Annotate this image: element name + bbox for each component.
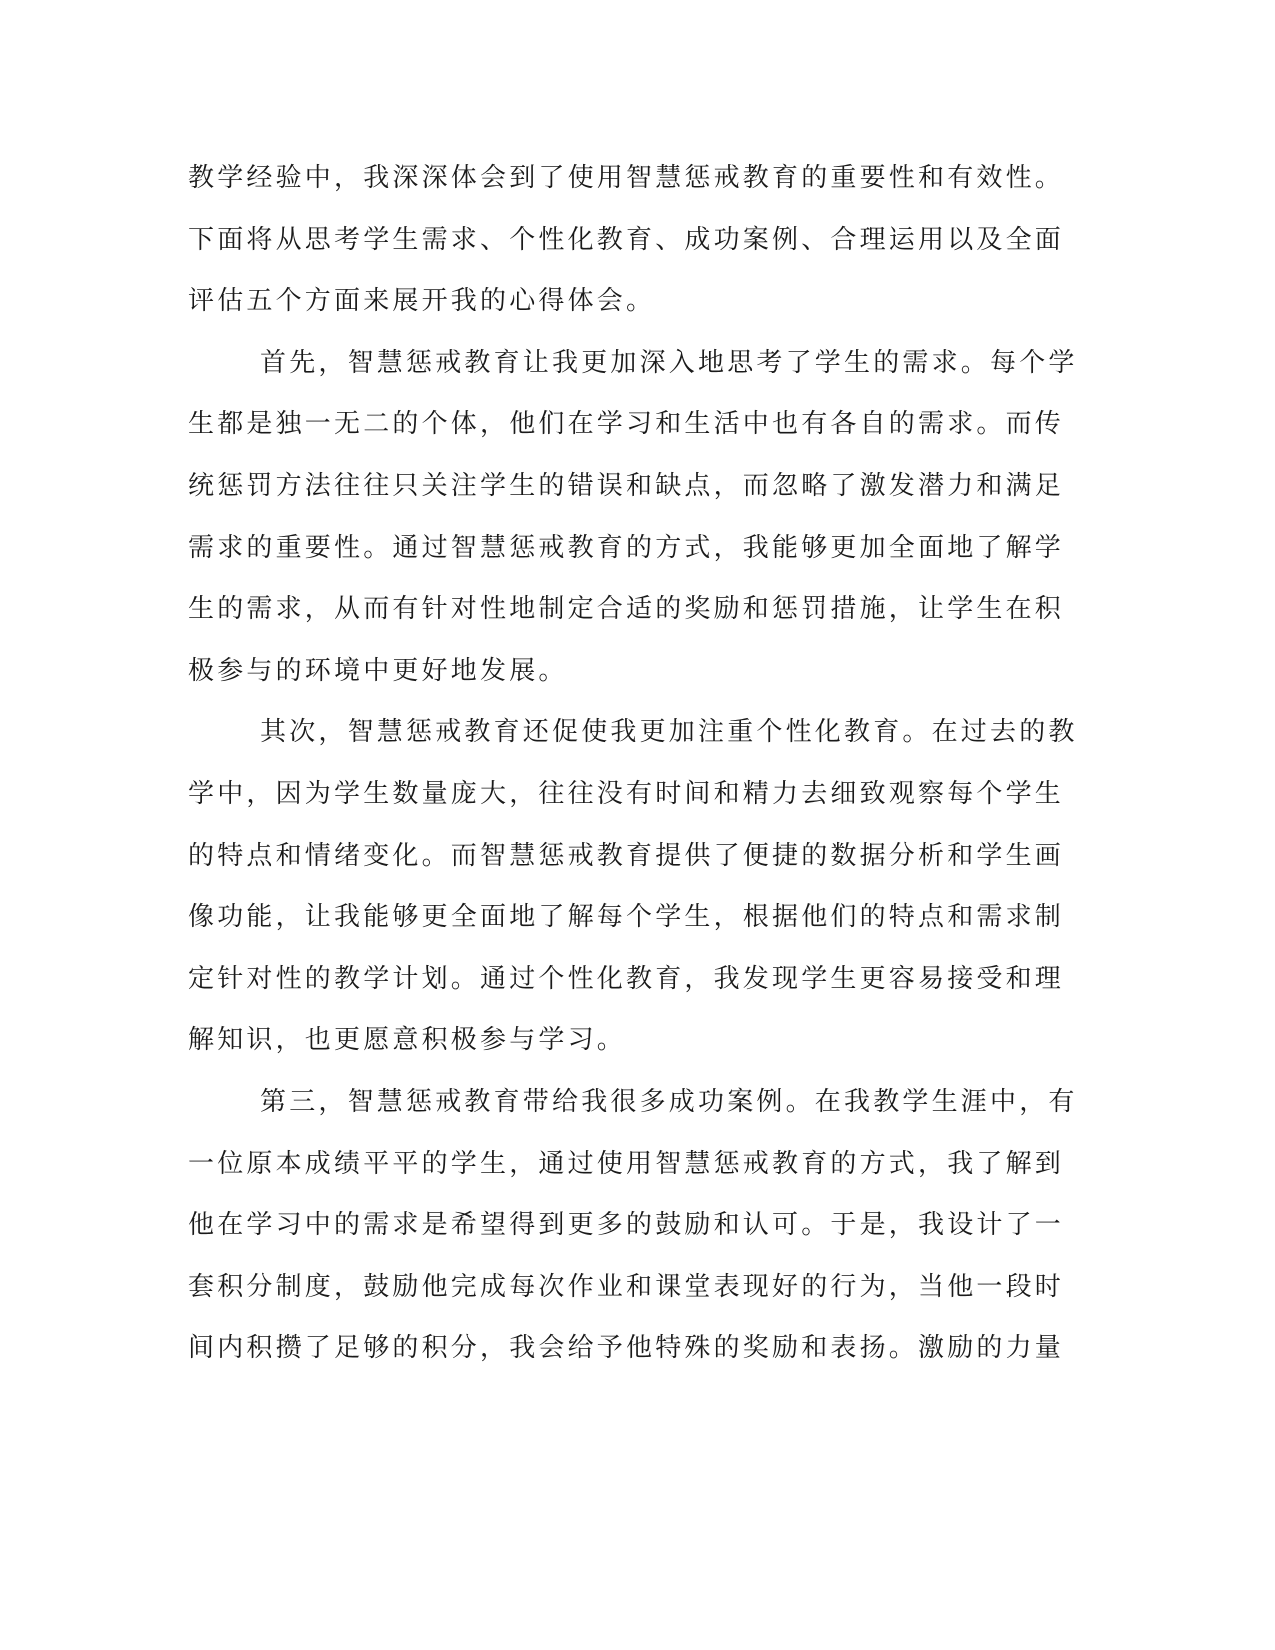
text-line: 下面将从思考学生需求、个性化教育、成功案例、合理运用以及全面: [188, 224, 1065, 255]
text-line: 定针对性的教学计划。通过个性化教育，我发现学生更容易接受和理: [188, 963, 1065, 994]
text-line: 的特点和情绪变化。而智慧惩戒教育提供了便捷的数据分析和学生画: [188, 840, 1065, 871]
body-text: [188, 148, 1078, 1380]
text-line: 间内积攒了足够的积分，我会给予他特殊的奖励和表扬。激励的力量: [188, 1333, 1065, 1364]
text-line: 生的需求，从而有针对性地制定合适的奖励和惩罚措施，让学生在积: [188, 594, 1065, 625]
text-line: 统惩罚方法往往只关注学生的错误和缺点，而忽略了激发潜力和满足: [188, 470, 1065, 501]
text-line: 解知识，也更愿意积极参与学习。: [188, 1025, 627, 1056]
text-line: 评估五个方面来展开我的心得体会。: [188, 286, 656, 317]
text-line: 生都是独一无二的个体，他们在学习和生活中也有各自的需求。而传: [188, 409, 1065, 440]
text-line: 需求的重要性。通过智慧惩戒教育的方式，我能够更加全面地了解学: [188, 532, 1065, 563]
text-line: 一位原本成绩平平的学生，通过使用智慧惩戒教育的方式，我了解到: [188, 1148, 1065, 1179]
text-line: 套积分制度，鼓励他完成每次作业和课堂表现好的行为，当他一段时: [188, 1271, 1065, 1302]
paragraph-first-line: 其次，智慧惩戒教育还促使我更加注重个性化教育。在过去的教: [260, 717, 1078, 748]
text-line: 他在学习中的需求是希望得到更多的鼓励和认可。于是，我设计了一: [188, 1210, 1065, 1241]
text-line: 教学经验中，我深深体会到了使用智慧惩戒教育的重要性和有效性。: [188, 163, 1065, 193]
text-line: 像功能，让我能够更全面地了解每个学生，根据他们的特点和需求制: [188, 902, 1065, 933]
text-line: 学中，因为学生数量庞大，往往没有时间和精力去细致观察每个学生: [188, 778, 1065, 809]
text-line: 极参与的环境中更好地发展。: [188, 655, 568, 686]
paragraph-first-line: 首先，智慧惩戒教育让我更加深入地思考了学生的需求。每个学: [260, 347, 1078, 378]
paragraph-first-line: 第三，智慧惩戒教育带给我很多成功案例。在我教学生涯中，有: [260, 1086, 1078, 1117]
